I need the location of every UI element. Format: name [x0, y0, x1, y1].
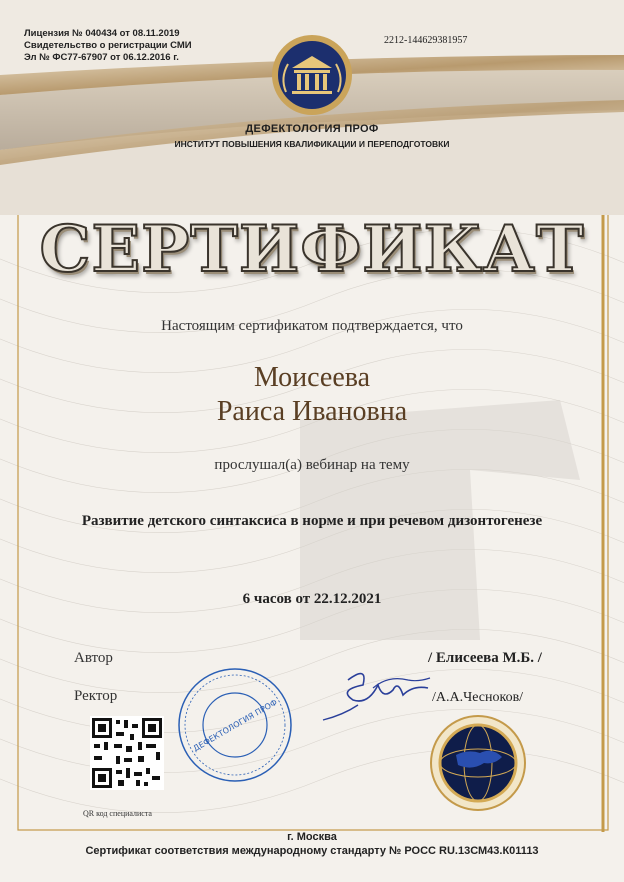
certificate-title: СЕРТИФИКАТ	[39, 212, 585, 287]
author-name: / Елисеева М.Б. /	[428, 650, 542, 666]
rector-label: Ректор	[74, 688, 118, 704]
recipient-surname: Моисеева	[253, 362, 371, 393]
qr-code	[90, 716, 164, 790]
signature	[318, 660, 438, 730]
institute-logo	[272, 35, 352, 115]
hours-date: 6 часов от 22.12.2021	[242, 591, 382, 607]
round-stamp	[176, 666, 294, 784]
footer-city: г. Москва	[287, 831, 337, 843]
rector-name: /А.А.Чесноков/	[432, 690, 524, 705]
confirm-text: Настоящим сертификатом подтверждается, что	[161, 318, 463, 334]
footer-standard: Сертификат соответствия международному стандарту № РОСС RU.13СМ43.К01113	[85, 845, 539, 857]
org-name: ДЕФЕКТОЛОГИЯ ПРОФ	[245, 123, 379, 135]
license-info	[24, 28, 192, 64]
registration-number: 2212-144629381957	[384, 35, 468, 46]
stamp-text: ДЕФЕКТОЛОГИЯ ПРОФ	[191, 697, 279, 754]
author-label: Автор	[74, 650, 113, 666]
qr-caption: QR код специалиста	[83, 809, 152, 818]
listened-text: прослушал(а) вебинар на тему	[214, 457, 410, 473]
license-line: Свидетельство о регистрации СМИ	[24, 40, 192, 51]
license-line: Лицензия № 040434 от 08.11.2019	[24, 28, 180, 39]
recipient-given-names: Раиса Ивановна	[216, 396, 408, 427]
org-subtitle: ИНСТИТУТ ПОВЫШЕНИЯ КВАЛИФИКАЦИИ И ПЕРЕПОДГОТОВКИ	[174, 139, 450, 149]
license-line: Эл № ФС77-67907 от 06.12.2016 г.	[24, 52, 179, 63]
webinar-topic: Развитие детского синтаксиса в норме и при речевом дизонтогенезе	[81, 513, 543, 529]
globe-seal-icon	[428, 713, 528, 813]
